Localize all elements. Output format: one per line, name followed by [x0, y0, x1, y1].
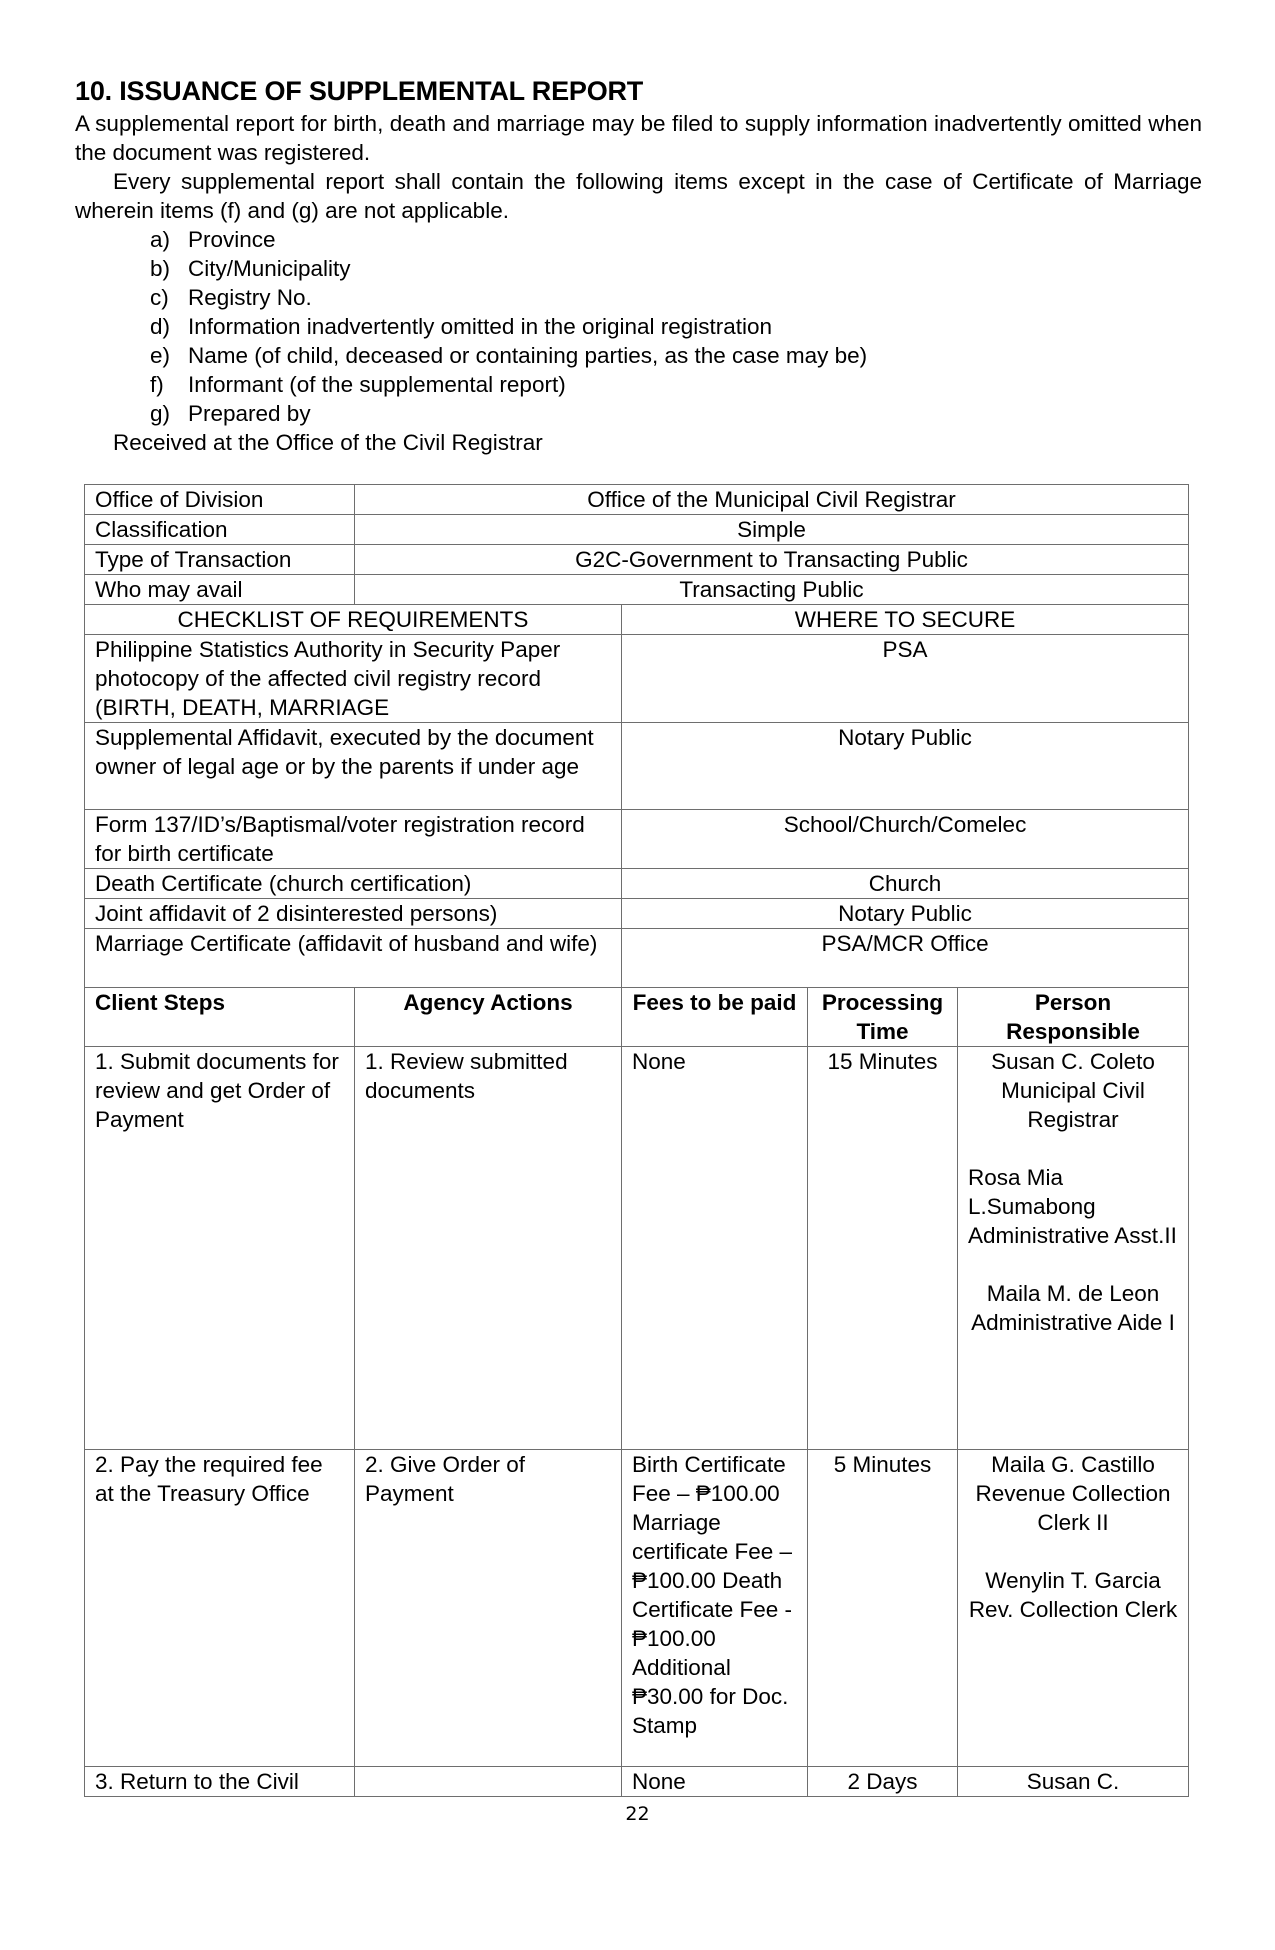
- info-label: Classification: [85, 515, 355, 545]
- items-paragraph-text: Every supplemental report shall contain the following items except in the case of Certificate of Marriage wherein items (f) and (g) are not applicable.: [75, 169, 1202, 223]
- list-item-letter: b): [150, 256, 171, 281]
- checklist-requirements-header: CHECKLIST OF REQUIREMENTS: [85, 605, 622, 635]
- service-table: [84, 484, 1189, 1797]
- client-step-cell: 1. Submit documents for review and get Order of Payment: [85, 1047, 355, 1450]
- info-label: Type of Transaction: [85, 545, 355, 575]
- section-title: 10. ISSUANCE OF SUPPLEMENTAL REPORT: [75, 76, 644, 106]
- step-row: [85, 1767, 1189, 1797]
- info-label: Who may avail: [85, 575, 355, 605]
- list-item: [150, 312, 867, 341]
- requirement-cell: Form 137/ID’s/Baptismal/voter registration record for birth certificate: [85, 810, 622, 869]
- where-to-secure-cell: PSA/MCR Office: [622, 929, 1189, 988]
- where-to-secure-cell: Church: [622, 869, 1189, 899]
- agency-action-cell: 1. Review submitted documents: [355, 1047, 622, 1450]
- checklist-where-header: WHERE TO SECURE: [622, 605, 1189, 635]
- list-item: [150, 283, 867, 312]
- where-to-secure-cell: Notary Public: [622, 723, 1189, 810]
- info-label: Office of Division: [85, 485, 355, 515]
- client-step-cell: 3. Return to the Civil: [85, 1767, 355, 1797]
- list-item-letter: e): [150, 343, 171, 368]
- list-item: [150, 225, 867, 254]
- checklist-row: [85, 929, 1189, 988]
- list-item-text: Registry No.: [188, 285, 312, 310]
- agency-action-cell: 2. Give Order of Payment: [355, 1450, 622, 1767]
- fees-header: Fees to be paid: [622, 988, 808, 1047]
- list-item-letter: f): [150, 372, 164, 397]
- checklist-row: [85, 635, 1189, 723]
- requirement-cell: Marriage Certificate (affidavit of husband and wife): [85, 929, 622, 988]
- where-to-secure-cell: Notary Public: [622, 899, 1189, 929]
- person-name: Maila G. Castillo: [991, 1452, 1155, 1477]
- person-position: Rev. Collection Clerk: [968, 1597, 1178, 1622]
- person-responsible-header: Person Responsible: [958, 988, 1189, 1047]
- processing-time-cell: 2 Days: [808, 1767, 958, 1797]
- requirement-cell: Supplemental Affidavit, executed by the document owner of legal age or by the parents if under age: [85, 723, 622, 810]
- checklist-row: [85, 723, 1189, 810]
- processing-time-header: Processing Time: [808, 988, 958, 1047]
- info-value: Office of the Municipal Civil Registrar: [355, 485, 1189, 515]
- person-name: Wenylin T. Garcia: [985, 1568, 1161, 1593]
- checklist-row: [85, 869, 1189, 899]
- list-item-text: Name (of child, deceased or containing parties, as the case may be): [188, 343, 868, 368]
- spacer: [968, 1537, 1178, 1566]
- list-item: [150, 370, 867, 399]
- info-value: G2C-Government to Transacting Public: [355, 545, 1189, 575]
- list-item: [150, 399, 867, 428]
- person-name: Susan C. Coleto: [991, 1049, 1155, 1074]
- fees-cell: None: [622, 1047, 808, 1450]
- processing-time-cell: 15 Minutes: [808, 1047, 958, 1450]
- requirement-cell: Joint affidavit of 2 disinterested persons): [85, 899, 622, 929]
- list-item-letter: d): [150, 314, 171, 339]
- items-paragraph: [75, 167, 1202, 225]
- checklist-row: [85, 810, 1189, 869]
- info-row: [85, 485, 1189, 515]
- agency-actions-header: Agency Actions: [355, 988, 622, 1047]
- list-item-text: Information inadvertently omitted in the original registration: [188, 314, 773, 339]
- info-value: Simple: [355, 515, 1189, 545]
- intro-paragraph: A supplemental report for birth, death and marriage may be filed to supply information inadvertently omitted when the document was registered.: [75, 111, 1202, 165]
- agency-action-cell: [355, 1767, 622, 1797]
- list-item-text: Informant (of the supplemental report): [188, 372, 566, 397]
- person-responsible-cell: [958, 1450, 1189, 1767]
- spacer: [968, 1250, 1178, 1279]
- requirement-cell: Death Certificate (church certification): [85, 869, 622, 899]
- info-row: [85, 515, 1189, 545]
- fees-cell: None: [622, 1767, 808, 1797]
- list-item-text: Province: [188, 227, 276, 252]
- received-note: Received at the Office of the Civil Registrar: [113, 430, 543, 455]
- fees-cell: Birth Certificate Fee – ₱100.00 Marriage certificate Fee – ₱100.00 Death Certificate Fee - ₱100.00 Additional ₱30.00 for Doc. Stamp: [622, 1450, 808, 1767]
- checklist-header-row: [85, 605, 1189, 635]
- steps-header-row: [85, 988, 1189, 1047]
- person-position: Municipal Civil Registrar: [1001, 1078, 1145, 1132]
- step-row: [85, 1450, 1189, 1767]
- list-item-text: City/Municipality: [188, 256, 351, 281]
- info-row: [85, 545, 1189, 575]
- list-item-text: Prepared by: [188, 401, 311, 426]
- info-value: Transacting Public: [355, 575, 1189, 605]
- where-to-secure-cell: School/Church/Comelec: [622, 810, 1189, 869]
- list-item-letter: g): [150, 401, 171, 426]
- info-row: [85, 575, 1189, 605]
- person-responsible-cell: [958, 1047, 1189, 1450]
- list-item-letter: c): [150, 285, 169, 310]
- client-step-cell: 2. Pay the required fee at the Treasury Office: [85, 1450, 355, 1767]
- list-item: [150, 341, 867, 370]
- spacer: [968, 1134, 1178, 1163]
- list-item: [150, 254, 867, 283]
- person-position: Administrative Aide I: [971, 1310, 1175, 1335]
- processing-time-cell: 5 Minutes: [808, 1450, 958, 1767]
- page-number: 22: [625, 1803, 650, 1825]
- checklist-row: [85, 899, 1189, 929]
- person-position: Revenue Collection Clerk II: [975, 1481, 1171, 1535]
- person-position: Administrative Asst.II: [968, 1223, 1177, 1248]
- required-items-list: [150, 225, 867, 428]
- person-name: Rosa Mia L.Sumabong: [968, 1165, 1096, 1219]
- person-name: Maila M. de Leon: [986, 1281, 1160, 1306]
- where-to-secure-cell: PSA: [622, 635, 1189, 723]
- list-item-letter: a): [150, 227, 171, 252]
- person-responsible-cell: Susan C.: [958, 1767, 1189, 1797]
- client-steps-header: Client Steps: [85, 988, 355, 1047]
- requirement-cell: Philippine Statistics Authority in Security Paper photocopy of the affected civil registry record (BIRTH, DEATH, MARRIAGE: [85, 635, 622, 723]
- step-row: [85, 1047, 1189, 1450]
